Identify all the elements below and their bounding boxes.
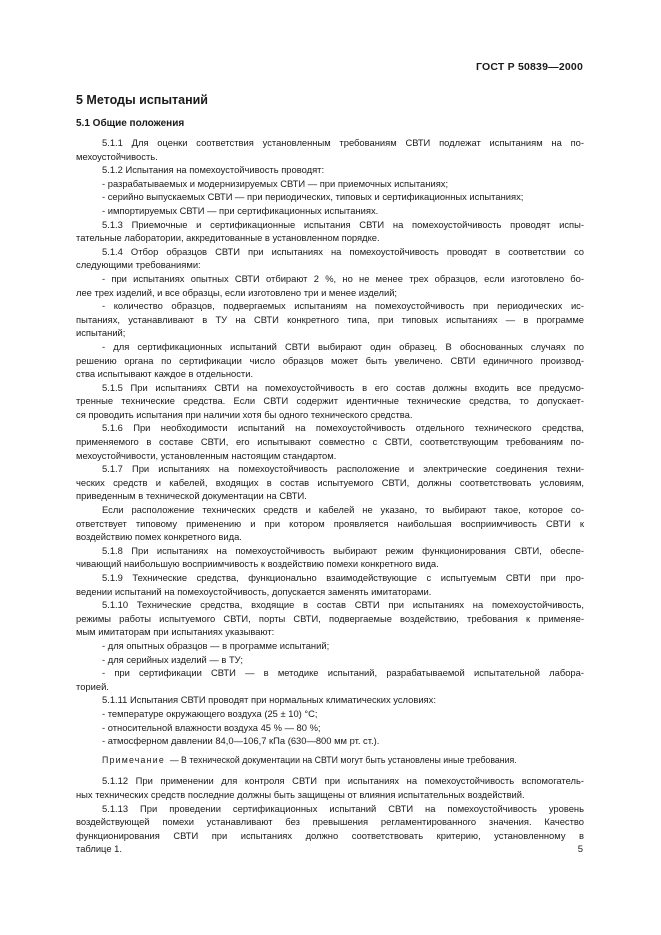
text-line: - серийно выпускаемых СВТИ — при периодических, типовых и сертификационных испытаниях; [102,191,524,203]
text-line: ведении испытаний на помехоустойчивость, допускается заменять имитаторами. [76,585,432,597]
text-line: Если расположение технических средств и кабелей не указано, то выбирают такое, которое со- [102,504,584,516]
text-line: - атмосферном давлении 84,0—106,7 кПа (630—800 мм рт. ст.). [102,735,380,747]
text-line: 5.1.9 Технические средства, функционально взаимодействующие с испытуемым СВТИ при про- [102,572,584,583]
text-line: 5.1.8 При испытаниях на помехоустойчивость выбирают режим функционирования СВТИ, обеспе- [102,544,584,556]
text-line: ных технических средств последние должны быть защищены от влияния испытательных воздействий. [76,788,525,800]
text-line: - при испытаниях опытных СВТИ отбирают 2 %, но не менее трех образцов, если изготовлено бо- [102,272,584,284]
body-text [76,136,584,856]
text-line: ся проводить испытания при наличии хотя бы одного технического средства. [76,408,413,420]
text-line: функционирования СВТИ при испытаниях должно соответствовать критерию, установленному в [76,829,584,841]
text-line: ства испытывают каждое в отдельности. [76,368,254,380]
section-title: 5 Методы испытаний [76,93,208,107]
text-line: приведенным в технической документации на СВТИ. [76,490,307,502]
text-line: - разрабатываемых и модернизируемых СВТИ — при приемочных испытаниях; [102,177,449,189]
text-line: 5.1.6 При необходимости испытаний на помехоустойчивость отдельного технического средства, [102,422,584,434]
text-line: мехоустойчивость. [76,150,158,162]
text-line: - температуре окружающего воздуха (25 ± 10) °С; [102,707,318,719]
text-line: тренные технические средства. Если СВТИ содержит идентичные технические средства, то допускает- [76,395,584,407]
text-line: применяемого в составе СВТИ, его испытывают совместно с СВТИ, соответствующим требованиям по- [76,436,584,448]
text-line: воздействию помех конкретного вида. [76,531,242,543]
text-line: 5.1.4 Отбор образцов СВТИ при испытаниях на помехоустойчивость проводят в соответствии со [102,245,584,257]
text-line: 5.1.3 Приемочные и сертификационные испытания СВТИ на помехоустойчивость проводят испы- [102,218,584,230]
text-line: тательные лаборатории, аккредитованные в установленном порядке. [76,232,380,244]
text-line: испытаний; [76,327,126,339]
text-line: ческих средств и кабелей, входящих в состав испытуемого СВТИ, должны соответствовать условиям, [76,476,584,488]
text-line: мым имитаторам при испытаниях указывают: [76,626,275,638]
text-line: мехоустойчивости, установленным настоящим стандартом. [76,449,337,461]
page-number: 5 [577,844,583,855]
text-line: лее трех изделий, и все образцы, если изготовлено три и менее изделий; [76,286,398,298]
text-line: 5.1.7 При испытаниях на помехоустойчивость расположение и электрические соединения техни- [102,463,584,475]
text-line: чивающий наибольшую восприимчивость к воздействию помехи конкретного вида. [76,558,439,570]
text-line: ответствует типовому применению и при котором проявляется наибольшая восприимчивость СВТИ к [76,517,584,529]
text-line: таблице 1. [76,843,122,855]
text-line: торией. [76,680,109,692]
text-line: 5.1.5 При испытаниях СВТИ на помехоустойчивость в его состав должны входить все предусмо- [102,381,584,393]
text-line: - импортируемых СВТИ — при сертификационных испытаниях. [102,204,379,216]
subsection-title: 5.1 Общие положения [76,118,185,129]
text-line: - для серийных изделий — в ТУ; [102,653,244,665]
note [76,754,584,768]
text-line: - количество образцов, подвергаемых испытаниям на помехоустойчивость при периодических ис- [102,300,584,312]
text-line: - для сертификационных испытаний СВТИ выбирают один образец. В обоснованных случаях по [102,340,584,352]
text-line: решению органа по сертификации число образцов может быть увеличено. СВТИ единичного производ- [76,354,584,366]
text-line: следующими требованиями: [76,259,201,271]
text-line: - относительной влажности воздуха 45 % — 80 %; [102,721,321,733]
text-line: 5.1.10 Технические средства, входящие в состав СВТИ при испытаниях на помехоустойчивость, [102,599,584,611]
document-id: ГОСТ Р 50839—2000 [475,61,583,73]
note-text: — В технической документации на СВТИ могут быть установлены иные требования. [169,754,517,765]
text-line: 5.1.11 Испытания СВТИ проводят при нормальных климатических условиях: [102,694,436,706]
text-line: 5.1.1 Для оценки соответствия установленным требованиям СВТИ подлежат испытаниям на по- [102,137,584,148]
text-line: 5.1.12 При применении для контроля СВТИ при испытаниях на помехоустойчивость вспомогатель- [102,775,584,787]
text-line: 5.1.2 Испытания на помехоустойчивость проводят: [102,164,325,176]
text-line: - для опытных образцов — в программе испытаний; [102,639,330,651]
text-line: режимы работы испытуемого СВТИ, порты СВТИ, подвергаемые воздействию, требования к применяе- [76,612,584,624]
note-label: Примечание [102,754,165,765]
text-line: пытаниях, устанавливают в ТУ на СВТИ конкретного типа, при типовых испытаниях — в программе [76,313,584,325]
text-line: воздействующей помехи устанавливают без превышения регламентированного значения. Качество [76,816,584,828]
text-line: - при сертификации СВТИ — в методике испытаний, разрабатываемой испытательной лабора- [102,667,584,679]
text-line: 5.1.13 При проведении сертификационных испытаний СВТИ на помехоустойчивость уровень [102,802,584,814]
